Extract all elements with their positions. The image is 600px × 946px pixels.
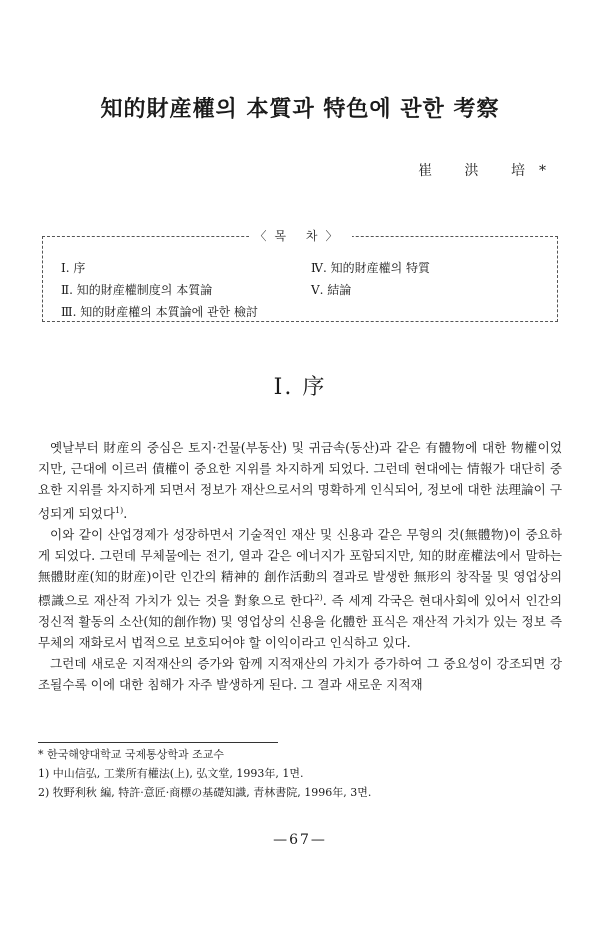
body-text [38, 437, 562, 695]
footnote: 1) 中山信弘, 工業所有權法(上), 弘文堂, 1993年, 1면. [38, 767, 304, 780]
footnote-divider [38, 742, 278, 743]
toc-item: Ⅲ. 知的財産權의 本質論에 관한 檢討 [61, 305, 259, 319]
section-heading: Ⅰ. 序 [273, 375, 327, 400]
toc-right-column [311, 257, 430, 301]
paragraph-tail: . [123, 506, 128, 522]
toc-item: Ⅴ. 結論 [311, 283, 352, 297]
footnotes [38, 742, 562, 802]
footnote-ref: 1) [115, 506, 124, 515]
table-of-contents [42, 229, 558, 322]
toc-item: Ⅳ. 知的財産權의 特質 [311, 261, 431, 275]
paragraph-text: 이와 같이 산업경제가 성장하면서 기술적인 재산 및 신용과 같은 무형의 것(無體物)이 중요하게 되었다. 그런데 무체물에는 전기, 열과 같은 에너지가 포함되지만, 知的財産權法에서 말하는 無體財産(知的財産)이란 인간의 精神的 創作活動의 결과로 발생한 無形의 창작물 및 영업상의 標識으로 재산적 가치가 있는 것을 對象으로 한다 [38, 527, 562, 609]
page-number: —67— [273, 832, 327, 848]
toc-item: Ⅰ. 序 [61, 261, 86, 275]
toc-left-column [61, 257, 258, 323]
paragraph-text: 옛날부터 財産의 중심은 토지·건물(부동산) 및 귀금속(동산)과 같은 有體物에 대한 物權이었지만, 근대에 이르러 債權이 중요한 지위를 차지하게 되었다. 그런데 현대에는 情報가 대단히 중요한 지위를 차지하게 되면서 정보가 재산으로서의 명확하게 인식되어, 정보에 대한 法理論이 구성되게 되었다 [38, 440, 562, 522]
body-paragraph [38, 437, 562, 524]
toc-item: Ⅱ. 知的財産權制度의 本質論 [61, 283, 213, 297]
toc-heading-wrap [43, 227, 557, 244]
paper-title: 知的財産權의 本質과 特色에 관한 考察 [100, 96, 500, 122]
body-paragraph [38, 653, 562, 695]
toc-heading: 〈목 차〉 [249, 229, 352, 243]
body-paragraph [38, 524, 562, 653]
footnote-ref: 2) [314, 593, 323, 603]
author-name: 崔 洪 培* [418, 163, 560, 179]
paragraph-tail: . 즉 세계 각국은 현대사회에 있어서 인간의 정신적 활동의 소산(知的創作物) 및 영업상의 신용을 化體한 표식은 재산적 가치가 있는 정보 즉 무체의 재화로서 법적으로 보호되어야 할 이익이라고 인식하고 있다. [38, 593, 562, 651]
paragraph-text: 그런데 새로운 지적재산의 증가와 함께 지적재산의 가치가 증가하여 그 중요성이 강조되면 강조될수록 이에 대한 침해가 자주 발생하게 된다. 그 결과 새로운 지적재 [38, 656, 562, 693]
footnote: * 한국해양대학교 국제통상학과 조교수 [38, 748, 225, 761]
footnote: 2) 牧野利秋 編, 特許·意匠·商標の基礎知識, 青林書院, 1996年, 3면. [38, 786, 372, 799]
